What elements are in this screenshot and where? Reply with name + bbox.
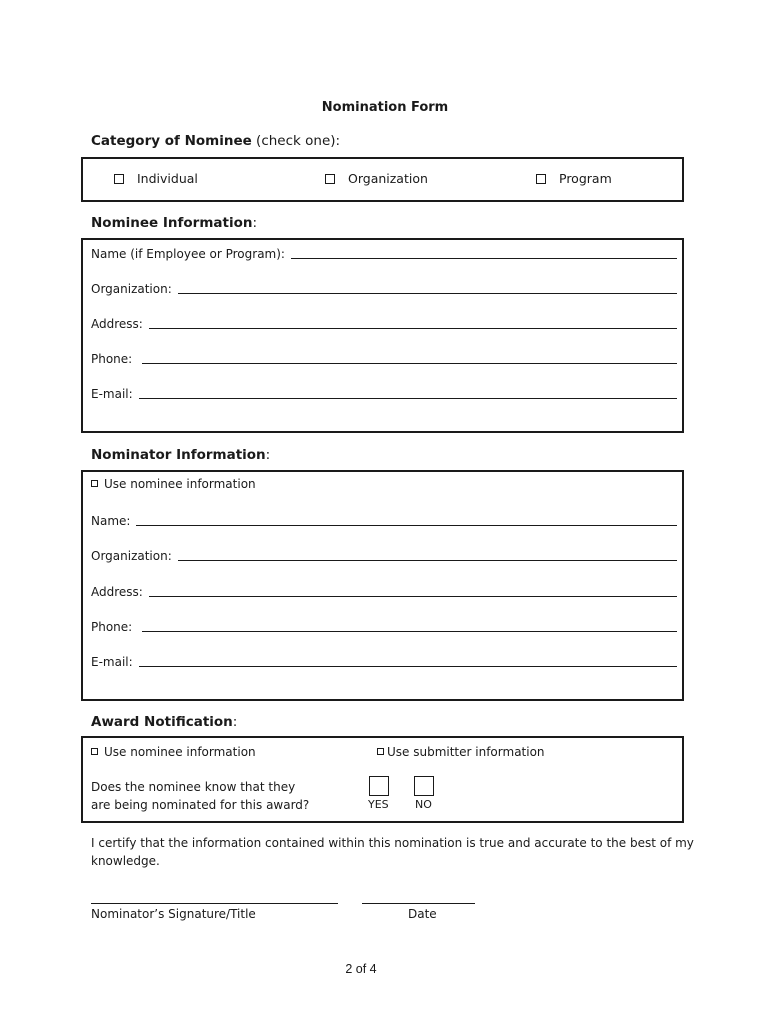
category-option-program[interactable] [536, 171, 612, 186]
field-line[interactable] [136, 524, 677, 526]
category-heading-rest: (check one): [251, 133, 341, 149]
heading-colon: : [265, 447, 271, 463]
award-heading-text: Award Notification [91, 714, 233, 730]
field-line[interactable] [149, 595, 677, 597]
checkbox-icon[interactable] [536, 174, 546, 184]
nominator-name-field[interactable] [91, 510, 677, 528]
field-line[interactable] [178, 292, 677, 294]
field-label: Phone: [91, 620, 137, 634]
nominee-organization-field[interactable] [91, 278, 677, 296]
field-label: Organization: [91, 549, 172, 563]
no-checkbox[interactable] [414, 776, 434, 796]
award-question-line1: Does the nominee know that they [91, 780, 296, 794]
category-heading [91, 133, 340, 149]
award-use-submitter-option[interactable] [377, 745, 545, 759]
field-line[interactable] [149, 327, 677, 329]
nominator-address-field[interactable] [91, 581, 677, 599]
signature-label: Nominator’s Signature/Title [91, 907, 256, 921]
field-line[interactable] [142, 630, 677, 632]
nominator-email-field[interactable] [91, 651, 677, 669]
field-label: Organization: [91, 282, 172, 296]
award-heading [91, 714, 237, 730]
checkbox-icon[interactable] [114, 174, 124, 184]
heading-colon: : [232, 714, 238, 730]
field-label: E-mail: [91, 387, 133, 401]
checkbox-icon[interactable] [91, 480, 98, 487]
field-label: E-mail: [91, 655, 133, 669]
category-option-label: Individual [137, 171, 198, 186]
checkbox-icon[interactable] [325, 174, 335, 184]
category-option-individual[interactable] [114, 171, 198, 186]
nominator-organization-field[interactable] [91, 545, 677, 563]
nominee-box [81, 238, 684, 433]
field-label: Address: [91, 585, 143, 599]
award-use-nominee-option[interactable] [91, 745, 256, 759]
nominator-heading-text: Nominator Information [91, 447, 266, 463]
date-label: Date [408, 907, 437, 921]
nominee-heading-text: Nominee Information [91, 215, 253, 231]
nominee-name-field[interactable] [91, 243, 677, 261]
nominator-use-nominee-option[interactable] [91, 477, 256, 491]
category-option-organization[interactable] [325, 171, 428, 186]
nominee-email-field[interactable] [91, 383, 677, 401]
certify-line1: I certify that the information contained within this nomination is true and accurate to the best of my [91, 836, 694, 850]
no-label: NO [415, 798, 432, 811]
checkbox-icon[interactable] [91, 748, 98, 755]
nominee-phone-field[interactable] [91, 348, 677, 366]
signature-line[interactable] [91, 902, 338, 904]
field-line[interactable] [139, 397, 677, 399]
category-option-label: Program [559, 171, 612, 186]
option-label: Use nominee information [104, 477, 256, 491]
option-label: Use nominee information [104, 745, 256, 759]
page-title: Nomination Form [321, 100, 449, 115]
award-question-line2: are being nominated for this award? [91, 798, 310, 812]
field-line[interactable] [139, 665, 677, 667]
category-option-label: Organization [348, 171, 428, 186]
field-label: Phone: [91, 352, 137, 366]
page-number: 2 of 4 [345, 962, 377, 976]
option-label: Use submitter information [387, 745, 545, 759]
checkbox-icon[interactable] [377, 748, 384, 755]
field-line[interactable] [178, 559, 677, 561]
nominee-heading [91, 215, 257, 231]
nominator-heading [91, 447, 270, 463]
yes-label: YES [368, 798, 389, 811]
category-heading-bold: Category of Nominee [91, 133, 252, 149]
nominee-address-field[interactable] [91, 313, 677, 331]
certify-line2: knowledge. [91, 854, 160, 868]
heading-colon: : [252, 215, 258, 231]
field-label: Address: [91, 317, 143, 331]
field-label: Name: [91, 514, 131, 528]
field-label: Name (if Employee or Program): [91, 247, 285, 261]
yes-checkbox[interactable] [369, 776, 389, 796]
field-line[interactable] [291, 257, 677, 259]
date-line[interactable] [362, 902, 475, 904]
nominator-phone-field[interactable] [91, 616, 677, 634]
field-line[interactable] [142, 362, 677, 364]
